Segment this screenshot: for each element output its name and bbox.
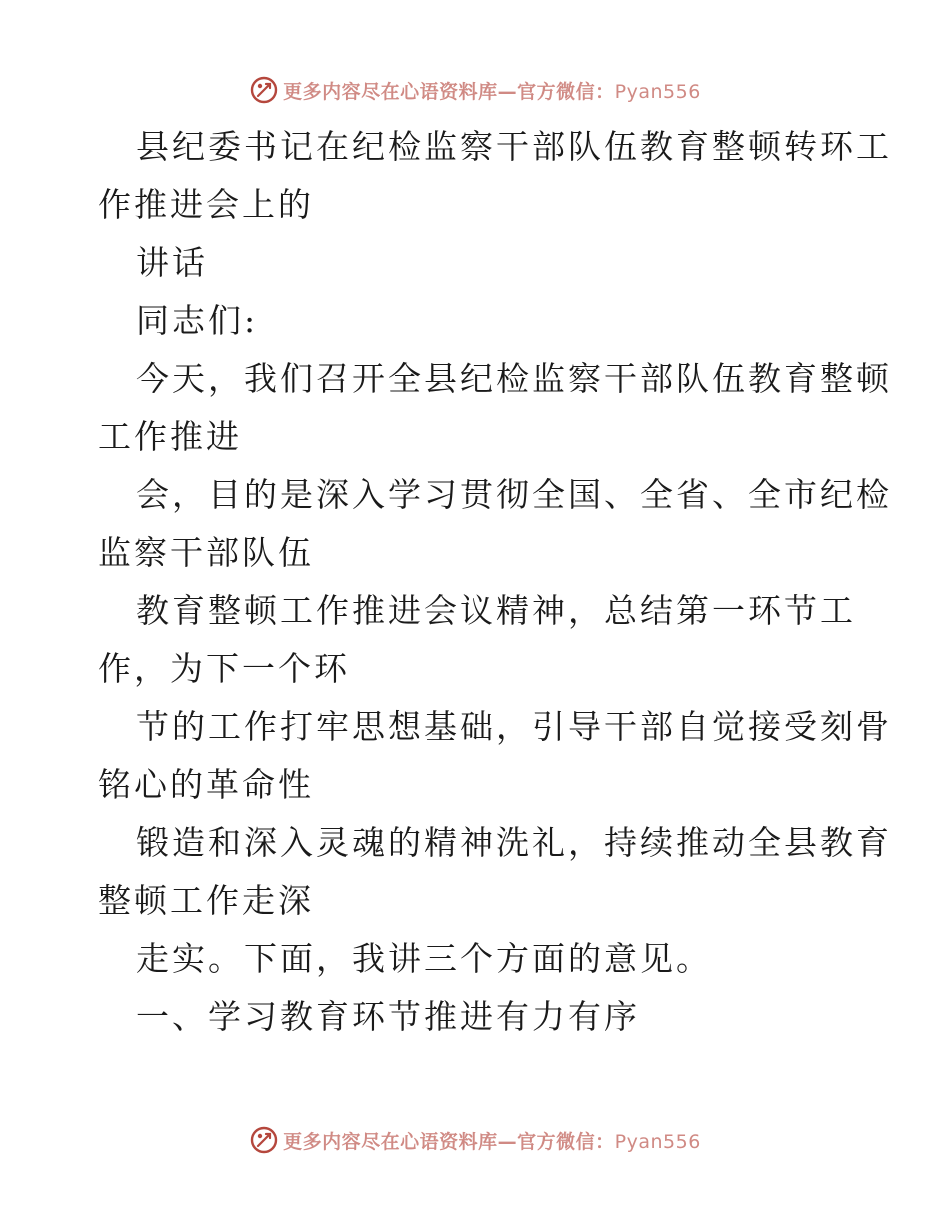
doc-line-section-heading: 一、学习教育环节推进有力有序 (136, 997, 640, 1036)
doc-line: 走实。下面，我讲三个方面的意见。 (136, 939, 712, 978)
doc-line: 节的工作打牢思想基础，引导干部自觉接受刻骨 (136, 707, 892, 746)
doc-line: 锻造和深入灵魂的精神洗礼，持续推动全县教育 (136, 823, 892, 862)
doc-line: 今天，我们召开全县纪检监察干部队伍教育整顿 (136, 359, 892, 398)
brand-logo-icon (249, 75, 279, 105)
header-banner-wechat-id: Pyan556 (614, 80, 701, 103)
doc-line-title-2: 作推进会上的 (98, 185, 314, 224)
doc-line: 铭心的革命性 (98, 765, 314, 804)
doc-line: 监察干部队伍 (98, 533, 314, 572)
footer-banner-wechat-id: Pyan556 (614, 1130, 701, 1153)
doc-line: 作，为下一个环 (98, 649, 350, 688)
footer-banner-cn: 更多内容尽在心语资料库—官方微信： (283, 1130, 615, 1153)
header-banner-text (283, 77, 701, 104)
footer-banner-text (283, 1127, 701, 1154)
doc-line-salutation: 同志们: (136, 301, 259, 340)
doc-line: 教育整顿工作推进会议精神，总结第一环节工 (136, 591, 856, 630)
header-banner-cn: 更多内容尽在心语资料库—官方微信： (283, 80, 615, 103)
footer-banner (0, 1120, 950, 1160)
doc-line: 会，目的是深入学习贯彻全国、全省、全市纪检 (136, 475, 892, 514)
brand-logo-icon (249, 1125, 279, 1155)
doc-line: 整顿工作走深 (98, 881, 314, 920)
doc-line-title-3: 讲话 (136, 243, 208, 282)
header-banner (0, 70, 950, 110)
doc-line-title-1: 县纪委书记在纪检监察干部队伍教育整顿转环工 (136, 127, 892, 166)
document-body (98, 118, 892, 1046)
doc-line: 工作推进 (98, 417, 242, 456)
